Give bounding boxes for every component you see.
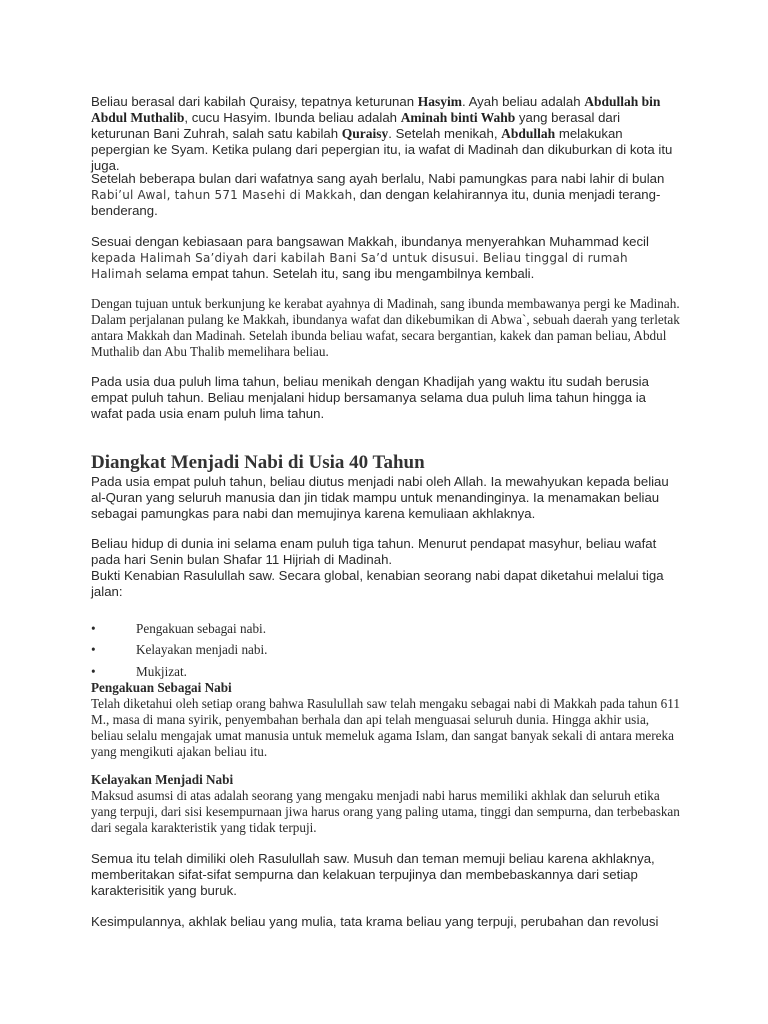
paragraph-akhlak: Semua itu telah dimiliki oleh Rasulullah saw. Musuh dan teman memuji beliau karena akhlaknya, memberitakan sifat-sifat sempurna dan kelakuan terpujinya dan membebaskannya dari setiap karakterisitik yang buruk. (91, 851, 655, 898)
bullet-icon: • (91, 664, 96, 679)
paragraph-madinah-journey: Dengan tujuan untuk berkunjung ke kerabat ayahnya di Madinah, sang ibunda membawanya pergi ke Madinah. Dalam perjalanan pulang ke Makkah, ibundanya wafat dan dikebumikan di Abwa`, sebuah daerah yang terletak antara Makkah dan Madinah. Setelah ibunda beliau wafat, secara bergantian, kakek dan paman beliau, Abdul Muthalib dan Abu Thalib memelihara beliau. (91, 296, 680, 359)
bullet-icon: • (91, 621, 96, 636)
name-abdullah: Abdullah (501, 126, 556, 141)
section-pengakuan (91, 680, 681, 760)
paragraph-halimah: Sesuai dengan kebiasaan para bangsawan Makkah, ibundanya menyerahkan Muhammad kecil kepada Halimah Sa’diyah dari kabilah Bani Sa’d untuk disusui. Beliau tinggal di rumah Halimah selama empat tahun. Setelah itu, sang ibu mengambilnya kembali. (91, 234, 649, 281)
subheading-pengakuan: Pengakuan Sebagai Nabi (91, 680, 232, 695)
paragraph-birth: Setelah beberapa bulan dari wafatnya sang ayah berlalu, Nabi pamungkas para nabi lahir di bulan Rabi’ul Awal, tahun 571 Masehi di Makkah, dan dengan kelahirannya itu, dunia menjadi terang-benderang. (91, 171, 665, 218)
paragraph-lifespan: Beliau hidup di dunia ini selama enam puluh tiga tahun. Menurut pendapat masyhur, beliau wafat pada hari Senin bulan Shafar 11 Hijriah di Madinah. (91, 536, 657, 567)
paragraph-conclusion: Kesimpulannya, akhlak beliau yang mulia, tata krama beliau yang terpuji, perubahan dan revolusi (91, 914, 659, 929)
paragraph-khadijah: Pada usia dua puluh lima tahun, beliau menikah dengan Khadijah yang waktu itu sudah berusia empat puluh tahun. Beliau menjalani hidup bersamanya selama dua puluh lima tahun hingga ia wafat pada usia enam puluh lima tahun. (91, 374, 649, 421)
paragraph-lineage: Beliau berasal dari kabilah Quraisy, tepatnya keturunan Hasyim. Ayah beliau adalah Abdullah bin Abdul Muthalib, cucu Hasyim. Ibunda beliau adalah Aminah binti Wahb yang berasal dari keturunan Bani Zuhrah, salah satu kabilah Quraisy. Setelah menikah, Abdullah melakukan pepergian ke Syam. Ketika pulang dari pepergian itu, ia wafat di Madinah dan dikuburkan di kota itu juga. (91, 94, 673, 173)
name-quraisy: Quraisy (341, 126, 389, 141)
subheading-kelayakan: Kelayakan Menjadi Nabi (91, 772, 234, 787)
paragraph-prophethood: Pada usia empat puluh tahun, beliau diutus menjadi nabi oleh Allah. Ia mewahyukan kepada beliau al-Quran yang seluruh manusia dan jin tidak mampu untuk menandinginya. Ia menamakan beliau sebagai pamungkas para nabi dan memujinya karena kemuliaan akhlaknya. (91, 474, 669, 521)
name-abdullah-bin-abdul-muthalib: Abdullah bin Abdul Muthalib (91, 94, 661, 125)
section-kelayakan (91, 772, 681, 836)
body-kelayakan: Maksud asumsi di atas adalah seorang yang mengaku menjadi nabi harus memiliki akhlak dan seluruh etika yang terpuji, dari sisi kesempurnaan jiwa harus orang yang paling utama, tinggi dan sempurna, dan terbebaskan dari segala karakteristik yang tidak terpuji. (91, 788, 680, 835)
section-heading: Diangkat Menjadi Nabi di Usia 40 Tahun (91, 452, 425, 473)
paragraph-proof-intro: Bukti Kenabian Rasulullah saw. Secara global, kenabian seorang nabi dapat diketahui melalui tiga jalan: (91, 568, 664, 599)
body-pengakuan: Telah diketahui oleh setiap orang bahwa Rasulullah saw telah mengaku sebagai nabi di Makkah pada tahun 611 M., masa di mana syirik, penyembahan berhala dan api telah menguasai seluruh dunia. Hingga akhir usia, beliau selalu mengajak umat manusia untuk memeluk agama Islam, dan sangat banyak sekali di antara mereka yang mengikuti ajakan beliau itu. (91, 696, 680, 759)
name-aminah-binti-wahb: Aminah binti Wahb (400, 110, 516, 125)
bullet-icon: • (91, 642, 96, 657)
name-hasyim: Hasyim (417, 94, 462, 109)
document-page: Beliau berasal dari kabilah Quraisy, tepatnya keturunan Hasyim. Ayah beliau adalah Abdullah bin Abdul Muthalib, cucu Hasyim. Ibunda beliau adalah Aminah binti Wahb yang berasal dari keturunan Bani Zuhrah, salah satu kabilah Quraisy. Setelah menikah, Abdullah melakukan pepergian ke Syam. Ketika pulang dari pepergian itu, ia wafat di Madinah dan dikuburkan di kota itu juga. Setelah beberapa bulan dari wafatnya sang ayah berlalu, Nabi pamungkas para nabi lahir di bulan Rabi’ul Awal, tahun 571 Masehi di Makkah, dan dengan kelahirannya itu, dunia menjadi terang-benderang. Sesuai dengan kebiasaan para bangsawan Makkah, ibundanya menyerahkan Muhammad kecil kepada Halimah Sa’diyah dari kabilah Bani Sa’d untuk disusui. Beliau tinggal di rumah Halimah selama empat tahun. Setelah itu, sang ibu mengambilnya kembali. Dengan tujuan untuk berkunjung ke kerabat ayahnya di Madinah, sang ibunda membawanya pergi ke Madinah. Dalam perjalanan pulang ke Makkah, ibundanya wafat dan dikebumikan di Abwa`, sebuah daerah yang terletak antara Makkah dan Madinah. Setelah ibunda beliau wafat, secara bergantian, kakek dan paman beliau, Abdul Muthalib dan Abu Thalib memelihara beliau. Pada usia dua puluh lima tahun, beliau menikah dengan Khadijah yang waktu itu sudah berusia empat puluh tahun. Beliau menjalani hidup bersamanya selama dua puluh lima tahun hingga ia wafat pada usia enam puluh lima tahun. Diangkat Menjadi Nabi di Usia 40 Tahun Pada usia empat puluh tahun, beliau diutus menjadi nabi oleh Allah. Ia mewahyukan kepada beliau al-Quran yang seluruh manusia dan jin tidak mampu untuk menandinginya. Ia menamakan beliau sebagai pamungkas para nabi dan memujinya karena kemuliaan akhlaknya. Beliau hidup di dunia ini selama enam puluh tiga tahun. Menurut pendapat masyhur, beliau wafat pada hari Senin bulan Shafar 11 Hijriah di Madinah. Bukti Kenabian Rasulullah saw. Secara global, kenabian seorang nabi dapat diketahui melalui tiga jalan: • Pengakuan sebagai nabi. • Kelayakan menjadi nabi. • Mukjizat. Pengakuan Sebagai Nabi Telah diketahui oleh setiap orang bahwa Rasulullah saw telah mengaku sebagai nabi di Makkah pada tahun 611 M., masa di mana syirik, penyembahan berhala dan api telah menguasai seluruh dunia. Hingga akhir usia, beliau selalu mengajak umat manusia untuk memeluk agama Islam, dan sangat banyak sekali di antara mereka yang mengikuti ajakan beliau itu. Kelayakan Menjadi Nabi Maksud asumsi di atas adalah seorang yang mengaku menjadi nabi harus memiliki akhlak dan seluruh etika yang terpuji, dari sisi kesempurnaan jiwa harus orang yang paling utama, tinggi dan sempurna, dan terbebaskan dari segala karakteristik yang tidak terpuji. Semua itu telah dimiliki oleh Rasulullah saw. Musuh dan teman memuji beliau karena akhlaknya, memberitakan sifat-sifat sempurna dan kelakuan terpujinya dan membebaskannya dari setiap karakterisitik yang buruk. Kesimpulannya, akhlak beliau yang mulia, tata krama beliau yang terpuji, perubahan dan revolusi (91, 94, 680, 929)
